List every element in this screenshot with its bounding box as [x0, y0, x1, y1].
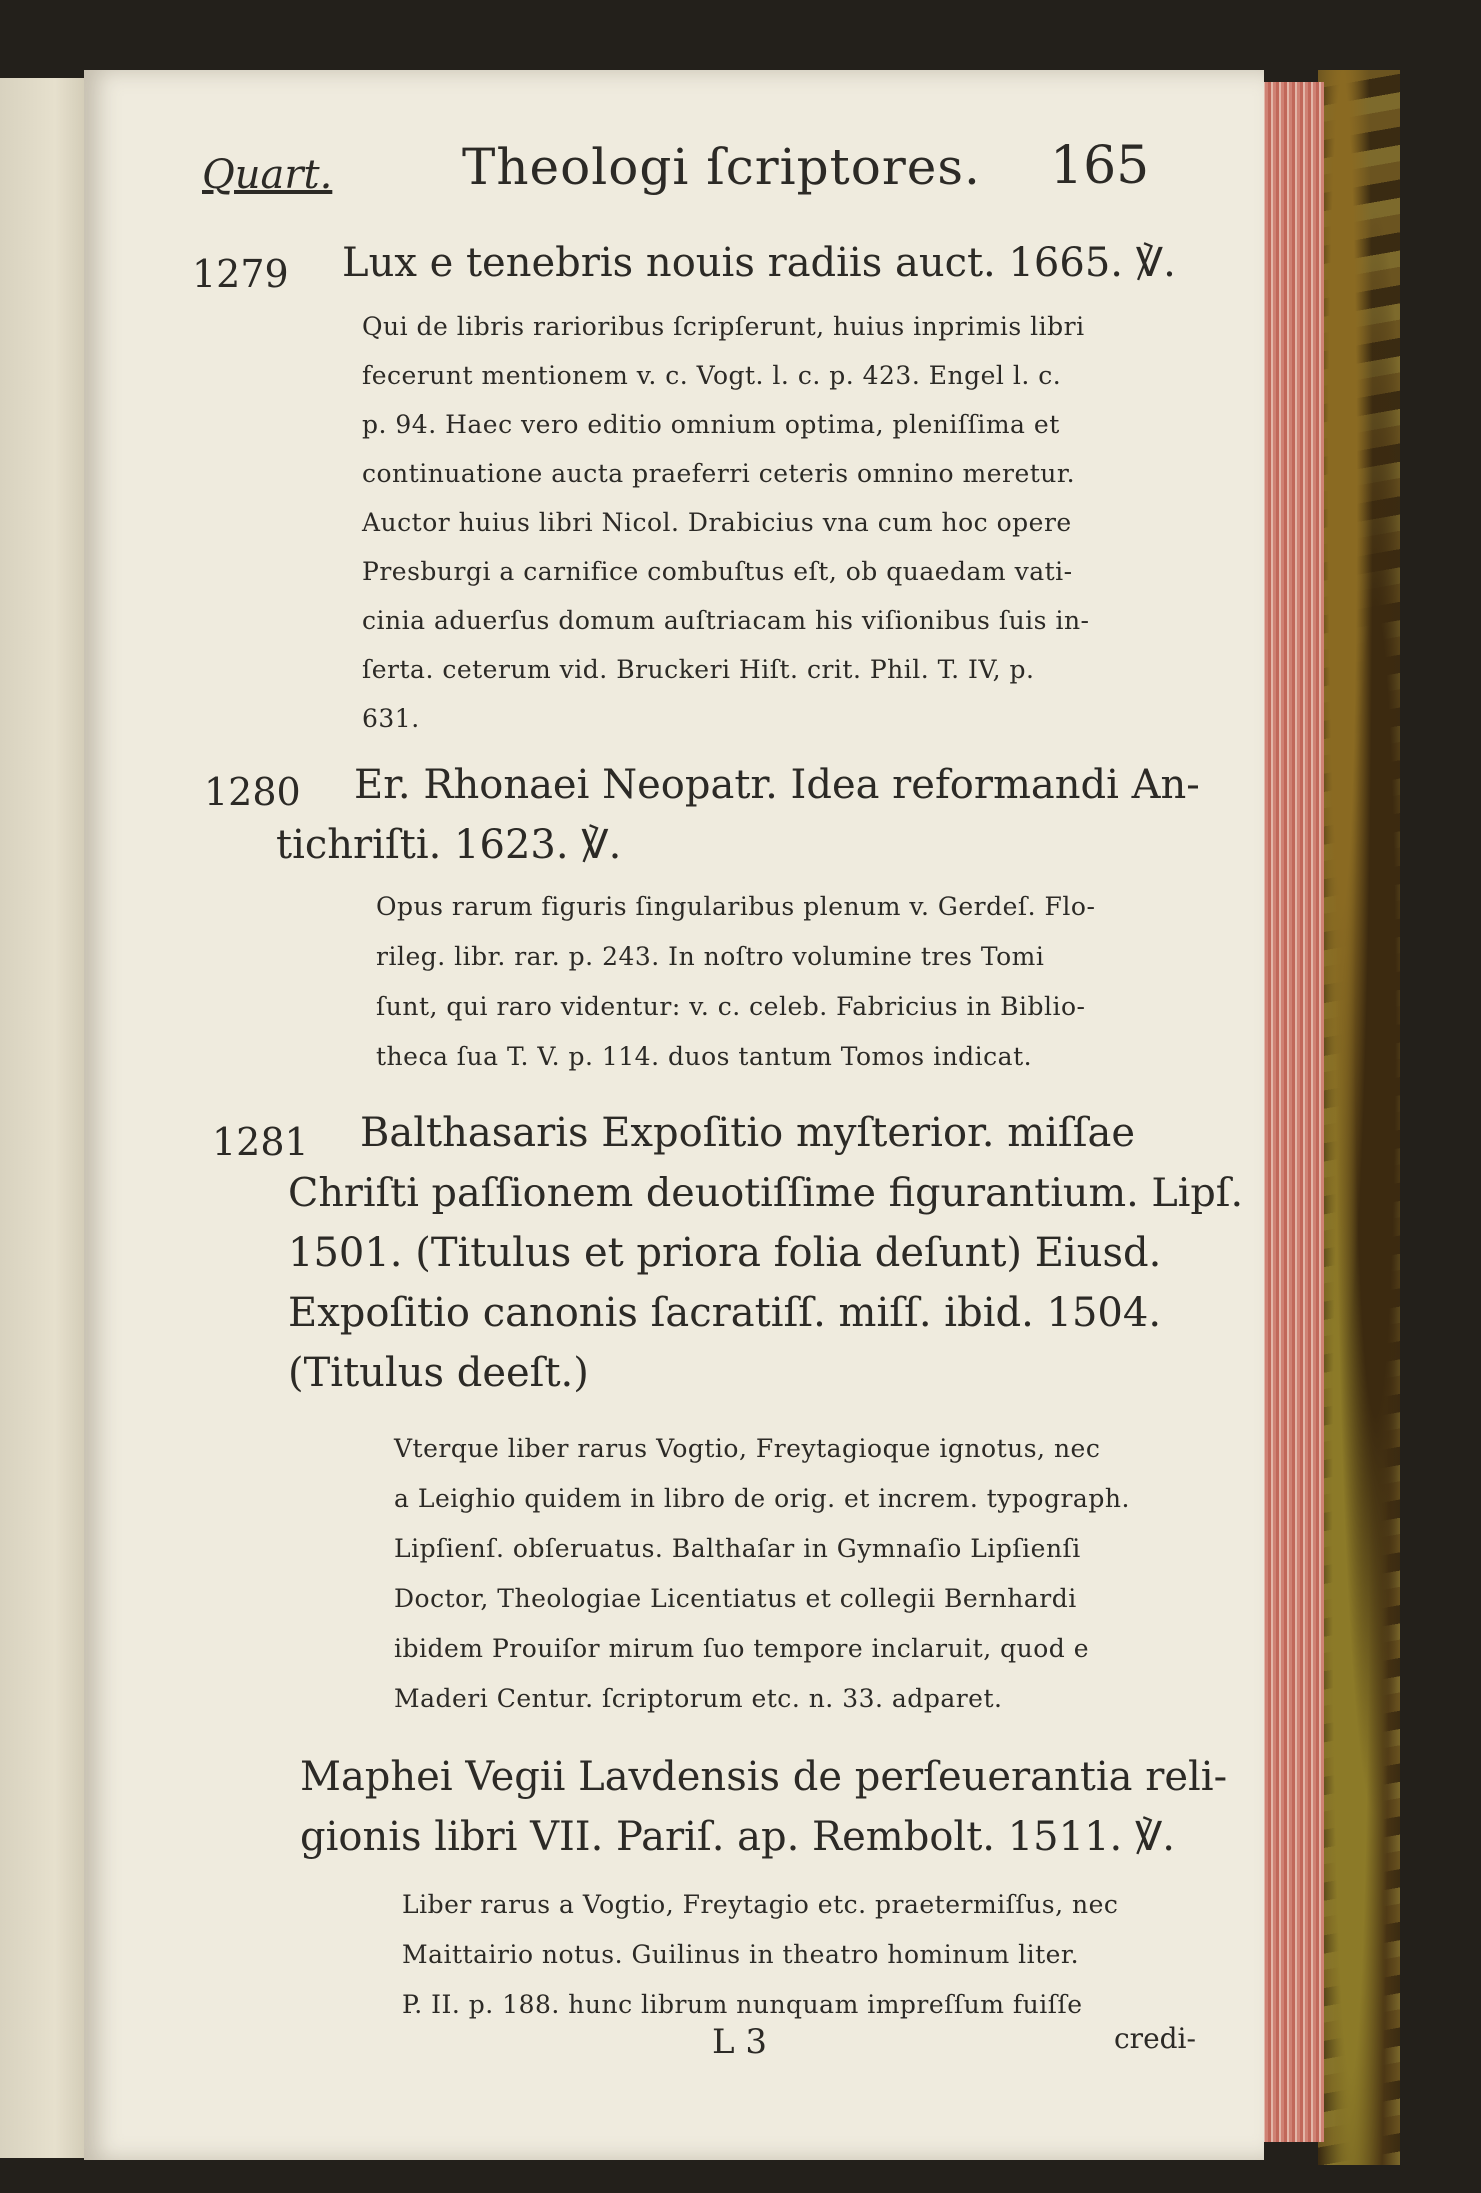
entry-note-line: Maderi Centur. ſcriptorum etc. n. 33. adparet. — [394, 1684, 1003, 1713]
entry-note-line: Maittairio notus. Guilinus in theatro hominum liter. — [402, 1940, 1080, 1969]
header-title: Theologi ſcriptores. — [462, 138, 981, 196]
entry-title-line: Chriſti paſſionem deuotiſſime figurantium. Lipſ. — [288, 1170, 1244, 1216]
entry-note-line: rileg. libr. rar. p. 243. In noſtro volumine tres Tomi — [376, 942, 1045, 971]
entry-note-line: Opus rarum figuris ſingularibus plenum v. Gerdeſ. Flo- — [376, 892, 1096, 921]
entry-title-line: Expoſitio canonis ſacratiſſ. miſſ. ibid. 1504. — [288, 1290, 1162, 1336]
entry-note-line: Liber rarus a Vogtio, Freytagio etc. praetermiſſus, nec — [402, 1890, 1119, 1919]
page-edges — [1258, 82, 1324, 2142]
entry-note-line: a Leighio quidem in libro de orig. et increm. typograph. — [394, 1484, 1130, 1513]
entry-note-line: continuatione aucta praeferri ceteris omnino meretur. — [362, 459, 1076, 488]
entry-note-line: Qui de libris rarioribus ſcripſerunt, huius inprimis libri — [362, 312, 1085, 341]
entry-note-line: p. 94. Haec vero editio omnium optima, pleniſſima et — [362, 410, 1060, 439]
entry-title-line: Er. Rhonaei Neopatr. Idea reformandi An- — [354, 762, 1200, 808]
entry-title-line: Balthasaris Expoſitio myſterior. miſſae — [360, 1110, 1136, 1156]
entry-note-line: ſunt, qui raro videntur: v. c. celeb. Fabricius in Biblio- — [376, 992, 1086, 1021]
entry-title-line: Maphei Vegii Lavdensis de perſeuerantia reli- — [300, 1754, 1228, 1800]
entry-note-line: Auctor huius libri Nicol. Drabicius vna cum hoc opere — [362, 508, 1072, 537]
entry-note-line: Presburgi a carnifice combuſtus eſt, ob quaedam vati- — [362, 557, 1073, 586]
entry-title-line: gionis libri VII. Pariſ. ap. Rembolt. 1511. ℣. — [300, 1814, 1176, 1860]
entry-note-line: 631. — [362, 704, 420, 733]
entry-note-line: Doctor, Theologiae Licentiatus et collegii Bernhardi — [394, 1584, 1077, 1613]
entry-note-line: cinia aduerſus domum auſtriacam his viſionibus ſuis in- — [362, 606, 1090, 635]
page-text — [84, 70, 1264, 2160]
entry-note-line: Vterque liber rarus Vogtio, Freytagioque ignotus, nec — [394, 1434, 1101, 1463]
entry-number: 1281 — [212, 1120, 309, 1164]
catchword: credi- — [1114, 2022, 1196, 2055]
entry-note-line: fecerunt mentionem v. c. Vogt. l. c. p. 423. Engel l. c. — [362, 361, 1062, 390]
entry-title-line: Lux e tenebris nouis radiis auct. 1665. ℣. — [342, 240, 1176, 286]
entry-title-line: (Titulus deeſt.) — [288, 1350, 589, 1396]
page-number: 165 — [1050, 136, 1150, 196]
facing-page-edge — [0, 78, 92, 2158]
entry-title-line: 1501. (Titulus et priora folia deſunt) Eiusd. — [288, 1230, 1162, 1276]
marbled-board — [1318, 70, 1400, 2165]
entry-title-line: tichriſti. 1623. ℣. — [276, 822, 622, 868]
entry-note-line: Lipſienſ. obſeruatus. Balthaſar in Gymnaſio Lipſienſi — [394, 1534, 1081, 1563]
entry-note-line: ibidem Prouiſor mirum ſuo tempore inclaruit, quod e — [394, 1634, 1090, 1663]
signature-mark: L 3 — [712, 2022, 768, 2062]
entry-note-line: P. II. p. 188. hunc librum nunquam impreſſum fuiſſe — [402, 1990, 1083, 2019]
entry-note-line: ſerta. ceterum vid. Bruckeri Hiſt. crit. Phil. T. IV, p. — [362, 655, 1035, 684]
entry-number: 1279 — [192, 252, 289, 296]
entry-number: 1280 — [204, 770, 301, 814]
header-section-label: Quart. — [202, 152, 333, 198]
entry-note-line: theca ſua T. V. p. 114. duos tantum Tomos indicat. — [376, 1042, 1033, 1071]
book-page — [84, 70, 1264, 2160]
